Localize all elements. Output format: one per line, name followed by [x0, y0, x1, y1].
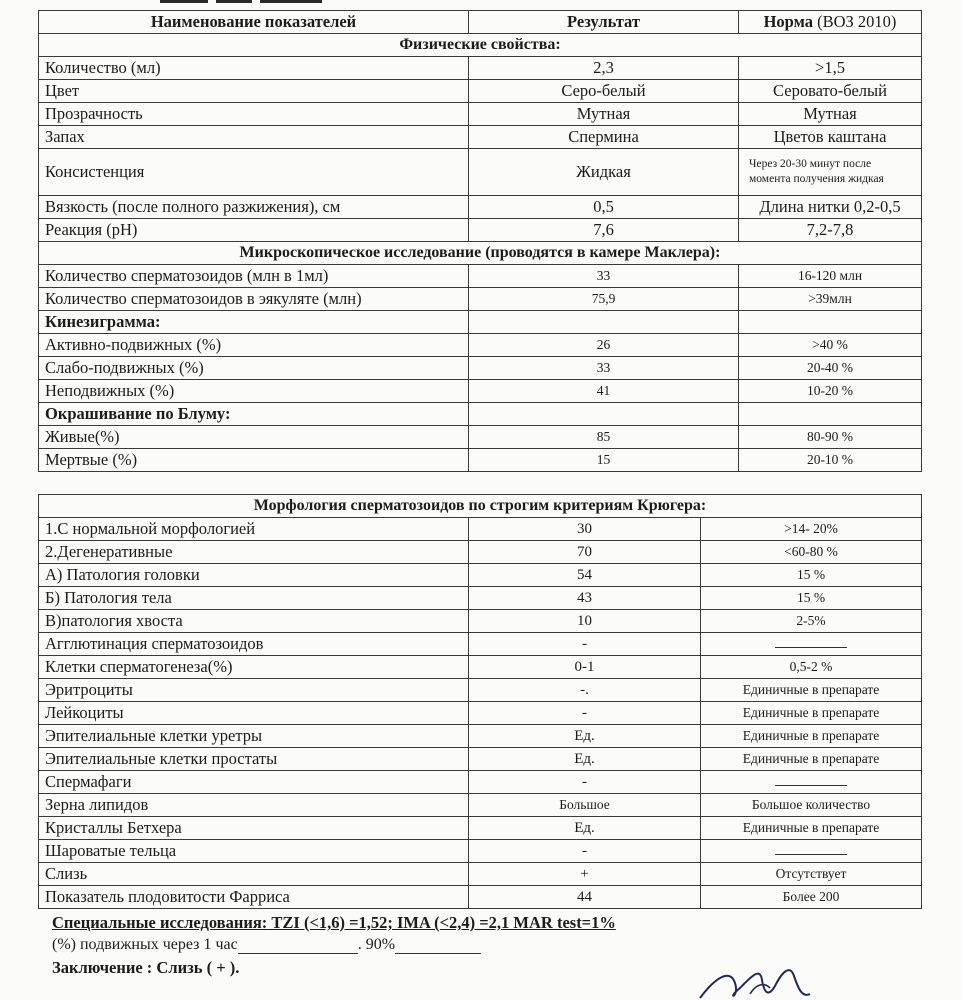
row-result: 85	[469, 426, 739, 449]
table-row	[39, 57, 922, 80]
row-norm: Большое количество	[701, 794, 922, 817]
row-norm: >14- 20%	[701, 518, 922, 541]
row-norm: 80-90 %	[739, 426, 922, 449]
row-name: Живые(%)	[39, 426, 469, 449]
row-name: Зерна липидов	[39, 794, 469, 817]
table-row	[39, 771, 922, 794]
table-row	[39, 288, 922, 311]
row-norm: Отсутствует	[701, 863, 922, 886]
table-row	[39, 103, 922, 126]
table-row	[39, 334, 922, 357]
table-row	[39, 587, 922, 610]
section-physical: Физические свойства:	[39, 34, 922, 57]
special-tests	[52, 913, 616, 933]
row-norm: 2-5%	[701, 610, 922, 633]
row-result: +	[469, 863, 701, 886]
header-name: Наименование показателей	[39, 11, 469, 34]
table-row	[39, 679, 922, 702]
row-name: Количество сперматозоидов (млн в 1мл)	[39, 265, 469, 288]
row-name: В)патология хвоста	[39, 610, 469, 633]
row-norm: >1,5	[739, 57, 922, 80]
row-name: Реакция (pH)	[39, 219, 469, 242]
row-norm: 15 %	[701, 587, 922, 610]
empty-norm-line	[775, 776, 847, 786]
row-name: Эпителиальные клетки простаты	[39, 748, 469, 771]
row-name: Неподвижных (%)	[39, 380, 469, 403]
row-norm: 15 %	[701, 564, 922, 587]
row-name: Вязкость (после полного разжижения), см	[39, 196, 469, 219]
table-row	[39, 564, 922, 587]
mobility-after-hour	[52, 936, 481, 954]
row-result: 7,6	[469, 219, 739, 242]
row-result: 10	[469, 610, 701, 633]
analysis-table	[38, 10, 922, 472]
row-name: Мертвые (%)	[39, 449, 469, 472]
row-result: -	[469, 633, 701, 656]
table-row	[39, 311, 922, 334]
row-norm: 20-40 %	[739, 357, 922, 380]
table-row	[39, 449, 922, 472]
empty-norm-line	[775, 845, 847, 855]
header-norm	[739, 11, 922, 34]
morphology-table	[38, 494, 922, 909]
row-name: Агглютинация сперматозоидов	[39, 633, 469, 656]
row-name: Шароватые тельца	[39, 840, 469, 863]
row-norm: Цветов каштана	[739, 126, 922, 149]
row-norm: Мутная	[739, 103, 922, 126]
row-result: Ед.	[469, 725, 701, 748]
row-norm	[701, 840, 922, 863]
row-result: 75,9	[469, 288, 739, 311]
mobile-label: (%) подвижных через 1 час	[52, 936, 238, 953]
header-norm-bold: Норма	[763, 12, 813, 31]
row-result: -	[469, 702, 701, 725]
row-result: 44	[469, 886, 701, 909]
table-row	[39, 196, 922, 219]
blum-title: Окрашивание по Блуму:	[39, 403, 469, 426]
row-result: Мутная	[469, 103, 739, 126]
table-row	[39, 817, 922, 840]
table-row	[39, 702, 922, 725]
table-row	[39, 518, 922, 541]
kinesis-title: Кинезиграмма:	[39, 311, 469, 334]
row-result: 70	[469, 541, 701, 564]
row-result: 0,5	[469, 196, 739, 219]
section-morphology: Морфология сперматозоидов по строгим критериям Крюгера:	[39, 495, 922, 518]
row-name: Лейкоциты	[39, 702, 469, 725]
row-name: Количество сперматозоидов в эякуляте (млн)	[39, 288, 469, 311]
row-name: Слизь	[39, 863, 469, 886]
row-norm: >39млн	[739, 288, 922, 311]
table-row	[39, 633, 922, 656]
table-row	[39, 357, 922, 380]
table-row	[39, 265, 922, 288]
empty-norm-line	[775, 638, 847, 648]
row-result: 26	[469, 334, 739, 357]
row-norm: 0,5-2 %	[701, 656, 922, 679]
row-name: Слабо-подвижных (%)	[39, 357, 469, 380]
row-name: 2.Дегенеративные	[39, 541, 469, 564]
row-name: Запах	[39, 126, 469, 149]
row-result: 0-1	[469, 656, 701, 679]
row-result: Ед.	[469, 748, 701, 771]
table-row	[39, 725, 922, 748]
section-micro: Микроскопическое исследование (проводятся в камере Маклера):	[39, 242, 922, 265]
table-header	[39, 11, 922, 34]
table-row	[39, 656, 922, 679]
row-name: Показатель плодовитости Фарриса	[39, 886, 469, 909]
table-row	[39, 80, 922, 103]
row-norm: 16-120 млн	[739, 265, 922, 288]
table-row	[39, 541, 922, 564]
row-norm: <60-80 %	[701, 541, 922, 564]
row-norm: 20-10 %	[739, 449, 922, 472]
row-name: Эпителиальные клетки уретры	[39, 725, 469, 748]
row-result: 15	[469, 449, 739, 472]
row-result: 30	[469, 518, 701, 541]
row-result: Спермина	[469, 126, 739, 149]
row-norm: 7,2-7,8	[739, 219, 922, 242]
row-name: Спермафаги	[39, 771, 469, 794]
row-norm: Единичные в препарате	[701, 748, 922, 771]
row-result: -	[469, 771, 701, 794]
table-row	[39, 149, 922, 196]
row-result: Жидкая	[469, 149, 739, 196]
row-norm: >40 %	[739, 334, 922, 357]
row-name: Количество (мл)	[39, 57, 469, 80]
row-norm: Более 200	[701, 886, 922, 909]
row-name: Кристаллы Бетхера	[39, 817, 469, 840]
row-name: Цвет	[39, 80, 469, 103]
row-norm: Единичные в препарате	[701, 702, 922, 725]
mobile-value: . 90%	[357, 936, 396, 953]
blank-line	[395, 939, 481, 954]
signature-icon	[690, 958, 830, 1000]
table-row	[39, 794, 922, 817]
row-result: 41	[469, 380, 739, 403]
table-row	[39, 840, 922, 863]
header-result: Результат	[469, 11, 739, 34]
row-result: -.	[469, 679, 701, 702]
table-row	[39, 219, 922, 242]
header-norm-rest: (ВОЗ 2010)	[812, 12, 897, 31]
row-norm: Серовато-белый	[739, 80, 922, 103]
row-result: 33	[469, 265, 739, 288]
row-norm	[701, 633, 922, 656]
row-result: Серо-белый	[469, 80, 739, 103]
row-name: Эритроциты	[39, 679, 469, 702]
special-label: Специальные исследования:	[52, 913, 268, 932]
table-row	[39, 886, 922, 909]
table-row	[39, 426, 922, 449]
row-result: -	[469, 840, 701, 863]
row-result: Большое	[469, 794, 701, 817]
conclusion: Заключение : Слизь ( + ).	[52, 958, 240, 977]
row-result: 33	[469, 357, 739, 380]
row-name: Прозрачность	[39, 103, 469, 126]
row-name: Активно-подвижных (%)	[39, 334, 469, 357]
row-norm	[701, 771, 922, 794]
row-name: А) Патология головки	[39, 564, 469, 587]
table-row	[39, 863, 922, 886]
row-name: Б) Патология тела	[39, 587, 469, 610]
row-result: 43	[469, 587, 701, 610]
table-row	[39, 380, 922, 403]
row-result: 54	[469, 564, 701, 587]
row-norm: Единичные в препарате	[701, 679, 922, 702]
row-norm: Длина нитки 0,2-0,5	[739, 196, 922, 219]
table-row	[39, 748, 922, 771]
table-row	[39, 610, 922, 633]
row-norm: Через 20-30 минут после момента получения жидкая	[739, 149, 922, 196]
row-result: 2,3	[469, 57, 739, 80]
row-result: Ед.	[469, 817, 701, 840]
special-value: TZI (<1,6) =1,52; IMA (<2,4) =2,1 MAR test=1%	[267, 913, 616, 932]
table-row	[39, 403, 922, 426]
row-norm: Единичные в препарате	[701, 725, 922, 748]
blank-line	[238, 939, 358, 954]
table-row	[39, 126, 922, 149]
row-norm: Единичные в препарате	[701, 817, 922, 840]
top-marks	[160, 0, 330, 6]
row-name: Клетки сперматогенеза(%)	[39, 656, 469, 679]
row-name: 1.С нормальной морфологией	[39, 518, 469, 541]
row-norm: 10-20 %	[739, 380, 922, 403]
row-name: Консистенция	[39, 149, 469, 196]
